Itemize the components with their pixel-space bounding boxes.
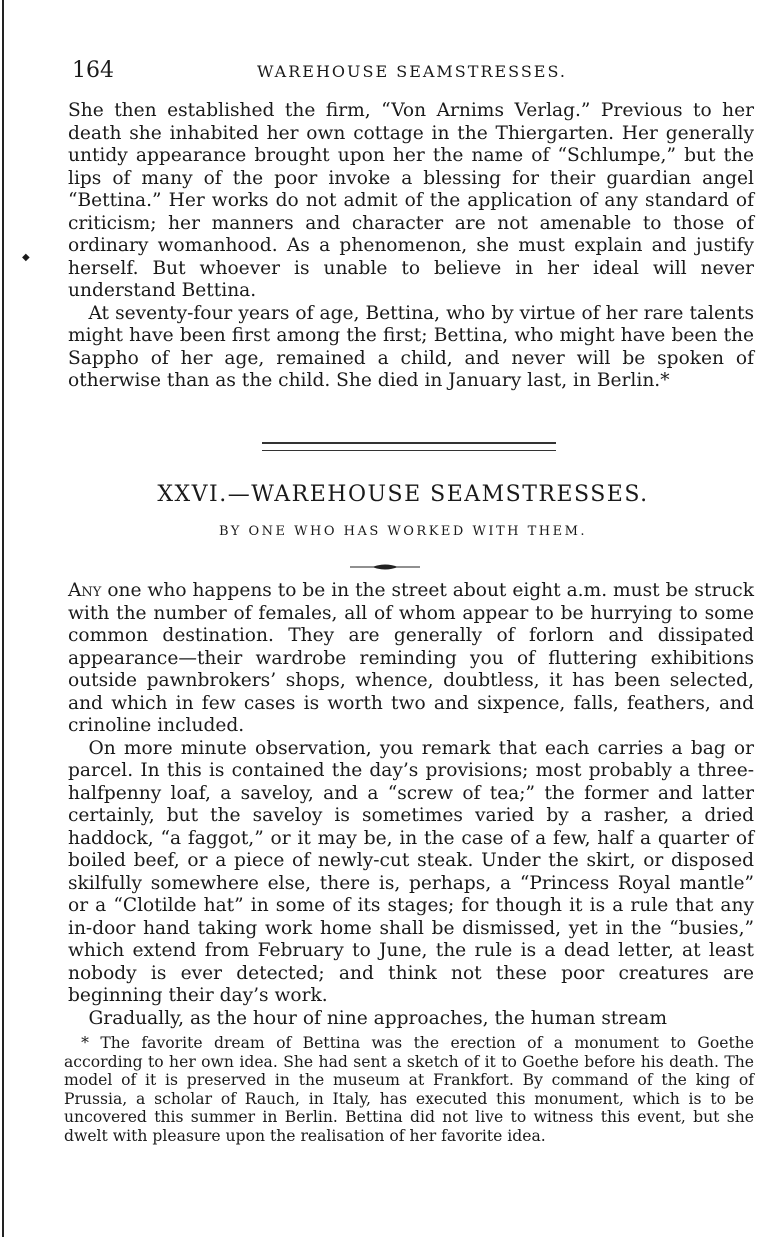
intro-paragraph-1: She then established the firm, “Von Arnims Verlag.” Previous to her death she inhabited her own cottage in the Thiergarten. Her generally untidy appearance brought upon her the name of “Schlumpe,” but the lips of many of the poor invoke a blessing for their guardian angel “Bettina.” Her works do not admit of the application of any standard of criticism; her manners and character are not amenable to those of ordinary womanhood. As a phenomenon, she must explain and justify herself. But whoever is unable to believe in her ideal will never understand Bettina. xyxy=(68,100,754,301)
page-number: 164 xyxy=(72,58,114,83)
margin-blot-icon: ◆ xyxy=(22,252,30,263)
page-edge-rule xyxy=(2,0,4,1237)
footnote xyxy=(64,1034,754,1145)
article-paragraph-3: Gradually, as the hour of nine approaches, the human stream xyxy=(88,1007,667,1029)
page-header xyxy=(72,58,752,84)
section-divider xyxy=(262,442,556,451)
article-body xyxy=(68,580,754,1030)
intro-paragraph-2: At seventy-four years of age, Bettina, who by virtue of her rare talents might have been first among the first; Bettina, who might have been the Sappho of her age, remained a child, and never will be spoken of otherwise than as the child. She died in January last, in Berlin.* xyxy=(68,302,754,391)
running-title: WAREHOUSE SEAMSTRESSES. xyxy=(257,62,567,81)
chapter-byline: BY ONE WHO HAS WORKED WITH THEM. xyxy=(218,524,588,539)
article-paragraph-2: On more minute observation, you remark that each carries a bag or parcel. In this is contained the day’s provisions; most probably a three-halfpenny loaf, a saveloy, and a “screw of tea;” the former and latter certainly, but the saveloy is sometimes varied by a rasher, a dried haddock, “a faggot,” or it may be, in the case of a few, half a quarter of boiled beef, or a piece of newly-cut steak. Under the skirt, or disposed skilfully somewhere else, there is, perhaps, a “Princess Royal mantle” or a “Clotilde hat” in some of its stages; for though it is a rule that any in-door hand taking work home shall be dismissed, yet in the “busies,” which extend from February to June, the rule is a dead letter, at least nobody is ever detected; and think not these poor creatures are beginning their day’s work. xyxy=(68,737,754,1006)
intro-section xyxy=(68,100,754,393)
article-paragraph-1-text: one who happens to be in the street about eight a.m. must be struck with the number of females, all of whom appear to be hurrying to some common destination. They are generally of forlorn and dissipated appearance—their wardrobe reminding you of fluttering exhibitions outside pawnbrokers’ shops, whence, doubtless, it has been selected, and which in few cases is worth two and sixpence, falls, feathers, and crinoline included. xyxy=(68,580,754,736)
article-paragraph-1 xyxy=(68,580,754,738)
footnote-text: * The favorite dream of Bettina was the erection of a monument to Goethe according to her own idea. She had sent a sketch of it to Goethe before his death. The model of it is preserved in the museum at Frankfort. By command of the king of Prussia, a scholar of Rauch, in Italy, has executed this monument, which is to be uncovered this summer in Berlin. Bettina did not live to witness this event, but she dwelt with pleasure upon the realisation of her favorite idea. xyxy=(64,1034,754,1145)
chapter-title: XXVI.—WAREHOUSE SEAMSTRESSES. xyxy=(157,482,649,507)
lead-word: Any xyxy=(68,580,102,601)
ornament-icon xyxy=(350,562,420,572)
